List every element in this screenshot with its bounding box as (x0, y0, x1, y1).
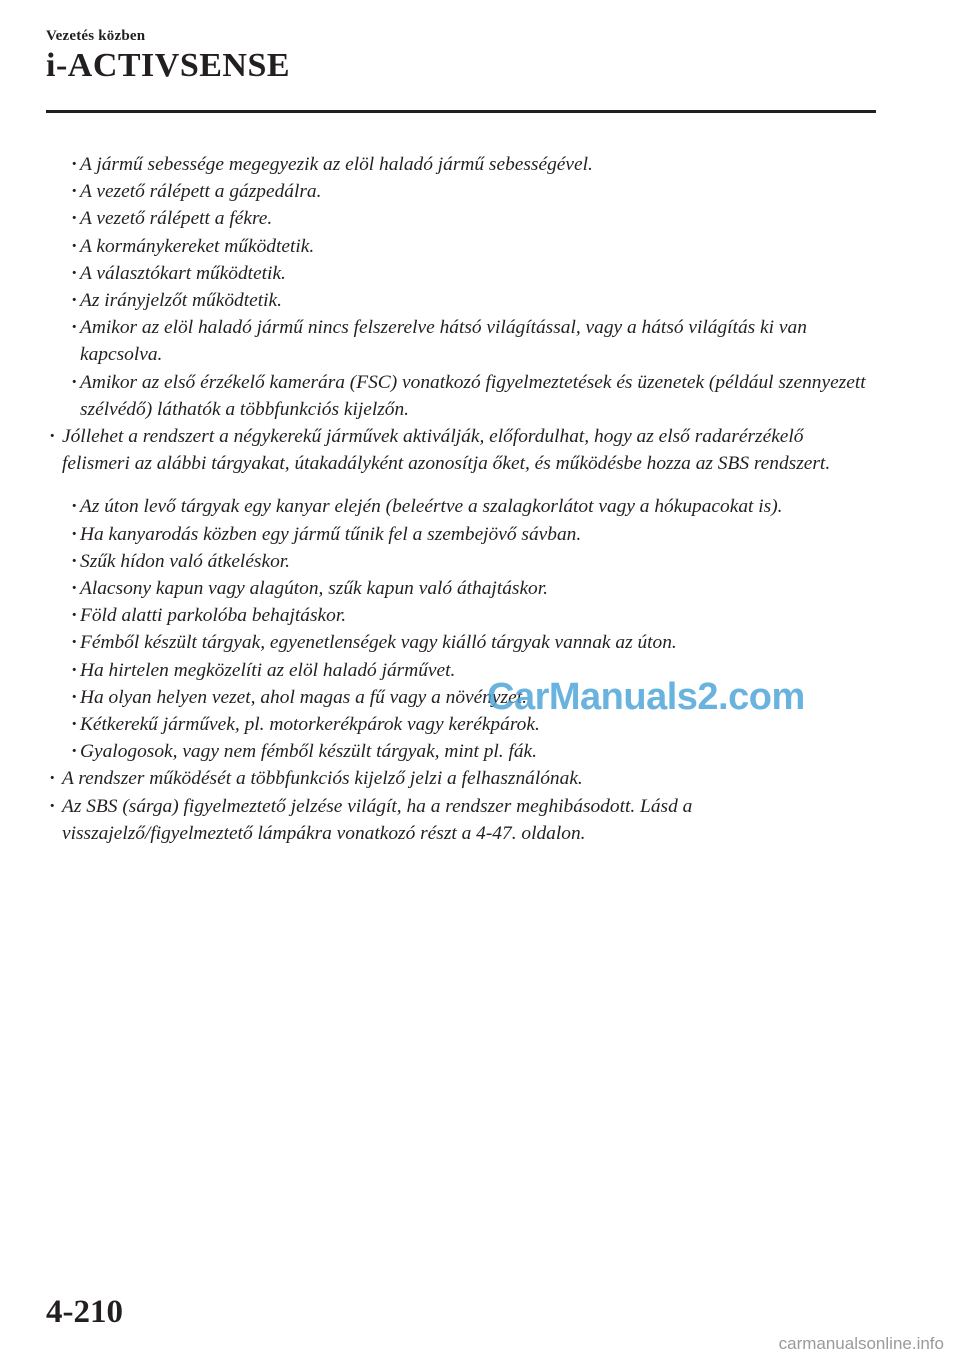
list-item: · Föld alatti parkolóba behajtáskor. (46, 602, 876, 629)
header-rule (46, 110, 876, 113)
list-item: · Amikor az elöl haladó jármű nincs felszerelve hátsó világítással, vagy a hátsó világítás ki van kapcsolva. (46, 314, 876, 368)
page-number: 4-210 (46, 1294, 123, 1330)
list-item: · Ha hirtelen megközelíti az elöl haladó járművet. (46, 657, 876, 684)
section-label: Vezetés közben (46, 28, 146, 44)
page-content (46, 151, 876, 847)
list-item: · A jármű sebessége megegyezik az elöl haladó jármű sebességével. (46, 151, 876, 178)
list-item: · Kétkerekű járművek, pl. motorkerékpárok vagy kerékpárok. (46, 711, 876, 738)
list-item: · Az irányjelzőt működtetik. (46, 287, 876, 314)
list-item: · Ha olyan helyen vezet, ahol magas a fű vagy a növényzet. (46, 684, 876, 711)
list-item: · Szűk hídon való átkeléskor. (46, 548, 876, 575)
list-item: · A kormánykereket működtetik. (46, 233, 876, 260)
list-item: · Amikor az első érzékelő kamerára (FSC) vonatkozó figyelmeztetések és üzenetek (például szennyezett szélvédő) láthatók a többfunkciós kijelzőn. (46, 369, 876, 423)
list-item: · A vezető rálépett a gázpedálra. (46, 178, 876, 205)
intro-paragraph: · Jóllehet a rendszert a négykerekű járművek aktiválják, előfordulhat, hogy az első radarérzékelő felismeri az alábbi tárgyakat, útakadályként azonosítja őket, és működésbe hozza az SBS rendszert. (46, 423, 876, 477)
site-watermark: carmanualsonline.info (778, 1334, 944, 1353)
bullet-group-2 (46, 493, 876, 765)
note-warning-light: · Az SBS (sárga) figyelmeztető jelzése világít, ha a rendszer meghibásodott. Lásd a visszajelző/figyelmeztető lámpákra vonatkozó részt a 4-47. oldalon. (46, 793, 876, 847)
bullet-group-1 (46, 151, 876, 423)
list-item: · Gyalogosok, vagy nem fémből készült tárgyak, mint pl. fák. (46, 738, 876, 765)
list-item: · A vezető rálépett a fékre. (46, 205, 876, 232)
watermark-logo: CarManuals2.com (487, 676, 805, 718)
list-item: · Fémből készült tárgyak, egyenetlenségek vagy kiálló tárgyak vannak az úton. (46, 629, 876, 656)
list-item: · Alacsony kapun vagy alagúton, szűk kapun való áthajtáskor. (46, 575, 876, 602)
chapter-title: i-ACTIVSENSE (46, 47, 291, 84)
list-item: · A választókart működtetik. (46, 260, 876, 287)
page-header (46, 28, 290, 85)
list-item: · Az úton levő tárgyak egy kanyar elején (beleértve a szalagkorlátot vagy a hókupacokat is). (46, 493, 876, 520)
note-display: · A rendszer működését a többfunkciós kijelző jelzi a felhasználónak. (46, 765, 876, 792)
list-item: · Ha kanyarodás közben egy jármű tűnik fel a szembejövő sávban. (46, 521, 876, 548)
